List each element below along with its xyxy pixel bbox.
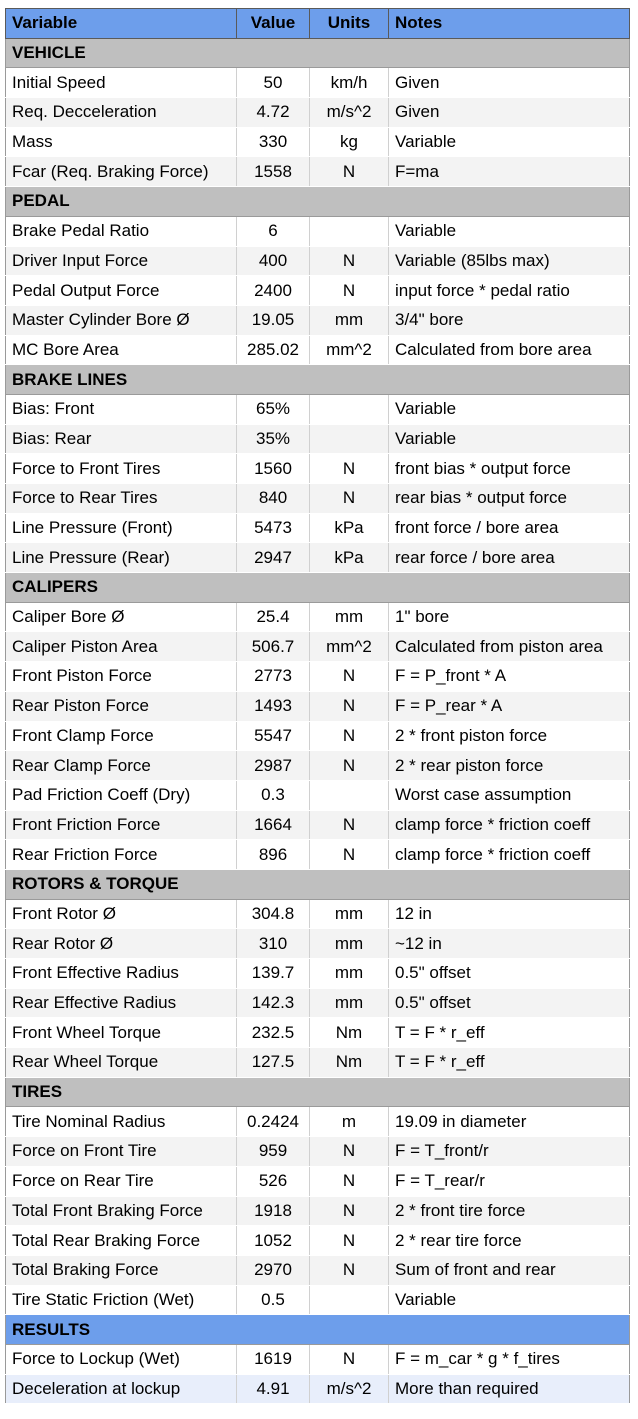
cell-value: 2400 [237, 276, 310, 306]
cell-notes: 2 * rear tire force [389, 1226, 630, 1256]
cell-variable: Total Front Braking Force [6, 1196, 237, 1226]
cell-value: 1052 [237, 1226, 310, 1256]
section-header [6, 869, 630, 899]
table-row [6, 276, 630, 306]
table-row [6, 394, 630, 424]
cell-value: 5547 [237, 721, 310, 751]
cell-variable: Front Wheel Torque [6, 1018, 237, 1048]
table-row [6, 424, 630, 454]
cell-notes: input force * pedal ratio [389, 276, 630, 306]
cell-value: 304.8 [237, 899, 310, 929]
cell-units: N [310, 1255, 389, 1285]
cell-notes: 1" bore [389, 602, 630, 632]
table-row [6, 1285, 630, 1315]
table-row [6, 1255, 630, 1285]
table-header-row [6, 9, 630, 39]
cell-value: 35% [237, 424, 310, 454]
cell-units [310, 780, 389, 810]
cell-value: 142.3 [237, 988, 310, 1018]
cell-notes: Variable [389, 216, 630, 246]
cell-units: N [310, 1344, 389, 1374]
cell-units: mm^2 [310, 335, 389, 365]
cell-value: 526 [237, 1166, 310, 1196]
cell-value: 959 [237, 1137, 310, 1167]
table-row [6, 127, 630, 157]
header-value: Value [237, 9, 310, 39]
table-row [6, 632, 630, 662]
cell-notes: 19.09 in diameter [389, 1107, 630, 1137]
cell-units: kPa [310, 513, 389, 543]
cell-value: 2773 [237, 662, 310, 692]
cell-variable: Tire Static Friction (Wet) [6, 1285, 237, 1315]
table-row [6, 68, 630, 98]
cell-variable: Force to Lockup (Wet) [6, 1344, 237, 1374]
cell-variable: Master Cylinder Bore Ø [6, 305, 237, 335]
cell-units: N [310, 1137, 389, 1167]
table-row [6, 98, 630, 128]
cell-units: mm [310, 988, 389, 1018]
cell-notes: T = F * r_eff [389, 1048, 630, 1078]
cell-units: N [310, 276, 389, 306]
cell-variable: Rear Wheel Torque [6, 1048, 237, 1078]
cell-value: 1664 [237, 810, 310, 840]
table-row [6, 1048, 630, 1078]
cell-notes: F = P_rear * A [389, 691, 630, 721]
cell-notes: ~12 in [389, 929, 630, 959]
table-row [6, 216, 630, 246]
cell-notes: Given [389, 68, 630, 98]
section-header [6, 1077, 630, 1107]
table-row [6, 691, 630, 721]
table-row [6, 484, 630, 514]
cell-value: 6 [237, 216, 310, 246]
table-row [6, 959, 630, 989]
table-row [6, 1344, 630, 1374]
cell-variable: Front Piston Force [6, 662, 237, 692]
cell-units: kg [310, 127, 389, 157]
cell-notes: F = T_front/r [389, 1137, 630, 1167]
cell-units: Nm [310, 1048, 389, 1078]
cell-units [310, 424, 389, 454]
cell-value: 330 [237, 127, 310, 157]
cell-value: 896 [237, 840, 310, 870]
cell-units: N [310, 810, 389, 840]
cell-variable: Front Effective Radius [6, 959, 237, 989]
cell-units: N [310, 751, 389, 781]
cell-variable: Rear Clamp Force [6, 751, 237, 781]
cell-notes: F = T_rear/r [389, 1166, 630, 1196]
cell-variable: Force on Rear Tire [6, 1166, 237, 1196]
section-header [6, 38, 630, 68]
cell-variable: Caliper Piston Area [6, 632, 237, 662]
cell-value: 232.5 [237, 1018, 310, 1048]
table-row [6, 780, 630, 810]
table-row [6, 1018, 630, 1048]
cell-variable: Total Braking Force [6, 1255, 237, 1285]
section-title: RESULTS [6, 1315, 630, 1345]
cell-units: N [310, 691, 389, 721]
section-title: TIRES [6, 1077, 630, 1107]
cell-units: N [310, 454, 389, 484]
table-row [6, 1107, 630, 1137]
cell-variable: Line Pressure (Rear) [6, 543, 237, 573]
cell-value: 0.2424 [237, 1107, 310, 1137]
cell-units [310, 216, 389, 246]
cell-value: 5473 [237, 513, 310, 543]
section-header [6, 573, 630, 603]
cell-units: m/s^2 [310, 1374, 389, 1404]
cell-variable: Front Rotor Ø [6, 899, 237, 929]
cell-variable: Line Pressure (Front) [6, 513, 237, 543]
cell-notes: 2 * front tire force [389, 1196, 630, 1226]
cell-notes: Calculated from piston area [389, 632, 630, 662]
table-row [6, 899, 630, 929]
cell-value: 2987 [237, 751, 310, 781]
table-row [6, 543, 630, 573]
table-row [6, 1226, 630, 1256]
table-row [6, 157, 630, 187]
cell-variable: Rear Effective Radius [6, 988, 237, 1018]
cell-variable: Front Friction Force [6, 810, 237, 840]
section-title: PEDAL [6, 187, 630, 217]
table-row [6, 1166, 630, 1196]
cell-value: 139.7 [237, 959, 310, 989]
cell-value: 4.91 [237, 1374, 310, 1404]
cell-value: 50 [237, 68, 310, 98]
table-row [6, 305, 630, 335]
table-row [6, 929, 630, 959]
cell-variable: MC Bore Area [6, 335, 237, 365]
cell-value: 400 [237, 246, 310, 276]
table-row [6, 721, 630, 751]
cell-value: 127.5 [237, 1048, 310, 1078]
cell-notes: 12 in [389, 899, 630, 929]
cell-variable: Fcar (Req. Braking Force) [6, 157, 237, 187]
cell-units [310, 1285, 389, 1315]
cell-units: mm [310, 959, 389, 989]
cell-units: mm^2 [310, 632, 389, 662]
cell-notes: Variable (85lbs max) [389, 246, 630, 276]
cell-notes: Variable [389, 127, 630, 157]
cell-units: N [310, 1196, 389, 1226]
cell-value: 2970 [237, 1255, 310, 1285]
cell-units: N [310, 662, 389, 692]
cell-variable: Total Rear Braking Force [6, 1226, 237, 1256]
table-row [6, 454, 630, 484]
cell-units: mm [310, 602, 389, 632]
cell-units: N [310, 840, 389, 870]
table-row [6, 662, 630, 692]
cell-units: N [310, 721, 389, 751]
cell-units: N [310, 484, 389, 514]
cell-value: 19.05 [237, 305, 310, 335]
header-notes: Notes [389, 9, 630, 39]
cell-variable: Force on Front Tire [6, 1137, 237, 1167]
cell-notes: 2 * rear piston force [389, 751, 630, 781]
table-row [6, 840, 630, 870]
cell-notes: rear bias * output force [389, 484, 630, 514]
cell-variable: Deceleration at lockup [6, 1374, 237, 1404]
cell-notes: clamp force * friction coeff [389, 840, 630, 870]
cell-units [310, 394, 389, 424]
cell-notes: Sum of front and rear [389, 1255, 630, 1285]
cell-variable: Pad Friction Coeff (Dry) [6, 780, 237, 810]
table-row [6, 1196, 630, 1226]
cell-value: 0.5 [237, 1285, 310, 1315]
cell-value: 1918 [237, 1196, 310, 1226]
table-row [6, 810, 630, 840]
section-header [6, 187, 630, 217]
cell-notes: Variable [389, 394, 630, 424]
section-header [6, 365, 630, 395]
section-title: CALIPERS [6, 573, 630, 603]
cell-notes: Calculated from bore area [389, 335, 630, 365]
cell-variable: Mass [6, 127, 237, 157]
table-row [6, 1374, 630, 1404]
cell-variable: Req. Decceleration [6, 98, 237, 128]
cell-units: mm [310, 305, 389, 335]
cell-value: 1493 [237, 691, 310, 721]
section-header [6, 1315, 630, 1345]
cell-variable: Tire Nominal Radius [6, 1107, 237, 1137]
cell-variable: Rear Friction Force [6, 840, 237, 870]
cell-units: km/h [310, 68, 389, 98]
table-row [6, 335, 630, 365]
cell-value: 310 [237, 929, 310, 959]
cell-variable: Rear Piston Force [6, 691, 237, 721]
header-units: Units [310, 9, 389, 39]
cell-variable: Caliper Bore Ø [6, 602, 237, 632]
table-row [6, 988, 630, 1018]
cell-variable: Rear Rotor Ø [6, 929, 237, 959]
cell-value: 65% [237, 394, 310, 424]
cell-units: N [310, 1226, 389, 1256]
cell-units: Nm [310, 1018, 389, 1048]
cell-value: 506.7 [237, 632, 310, 662]
cell-variable: Bias: Rear [6, 424, 237, 454]
cell-variable: Bias: Front [6, 394, 237, 424]
table-row [6, 1137, 630, 1167]
cell-notes: Given [389, 98, 630, 128]
table-row [6, 513, 630, 543]
cell-units: mm [310, 929, 389, 959]
cell-notes: 0.5" offset [389, 959, 630, 989]
cell-variable: Initial Speed [6, 68, 237, 98]
cell-notes: Worst case assumption [389, 780, 630, 810]
cell-value: 1619 [237, 1344, 310, 1374]
cell-notes: rear force / bore area [389, 543, 630, 573]
cell-notes: T = F * r_eff [389, 1018, 630, 1048]
cell-notes: F=ma [389, 157, 630, 187]
cell-notes: clamp force * friction coeff [389, 810, 630, 840]
cell-units: m/s^2 [310, 98, 389, 128]
section-title: ROTORS & TORQUE [6, 869, 630, 899]
cell-value: 4.72 [237, 98, 310, 128]
cell-notes: More than required [389, 1374, 630, 1404]
cell-value: 2947 [237, 543, 310, 573]
table-row [6, 602, 630, 632]
cell-notes: Variable [389, 1285, 630, 1315]
cell-units: N [310, 157, 389, 187]
cell-value: 285.02 [237, 335, 310, 365]
table-row [6, 246, 630, 276]
cell-units: m [310, 1107, 389, 1137]
cell-notes: 3/4" bore [389, 305, 630, 335]
cell-value: 25.4 [237, 602, 310, 632]
cell-notes: F = P_front * A [389, 662, 630, 692]
cell-value: 1558 [237, 157, 310, 187]
cell-units: N [310, 1166, 389, 1196]
cell-value: 0.3 [237, 780, 310, 810]
cell-units: N [310, 246, 389, 276]
cell-value: 840 [237, 484, 310, 514]
cell-notes: front bias * output force [389, 454, 630, 484]
cell-units: mm [310, 899, 389, 929]
cell-variable: Driver Input Force [6, 246, 237, 276]
header-variable: Variable [6, 9, 237, 39]
section-title: BRAKE LINES [6, 365, 630, 395]
cell-variable: Force to Front Tires [6, 454, 237, 484]
cell-notes: front force / bore area [389, 513, 630, 543]
section-title: VEHICLE [6, 38, 630, 68]
cell-units: kPa [310, 543, 389, 573]
cell-variable: Force to Rear Tires [6, 484, 237, 514]
table-body [6, 38, 630, 1404]
cell-value: 1560 [237, 454, 310, 484]
cell-notes: Variable [389, 424, 630, 454]
cell-notes: F = m_car * g * f_tires [389, 1344, 630, 1374]
cell-variable: Front Clamp Force [6, 721, 237, 751]
table-row [6, 751, 630, 781]
cell-variable: Pedal Output Force [6, 276, 237, 306]
cell-variable: Brake Pedal Ratio [6, 216, 237, 246]
brake-calculation-table [5, 8, 630, 1404]
cell-notes: 2 * front piston force [389, 721, 630, 751]
cell-notes: 0.5" offset [389, 988, 630, 1018]
